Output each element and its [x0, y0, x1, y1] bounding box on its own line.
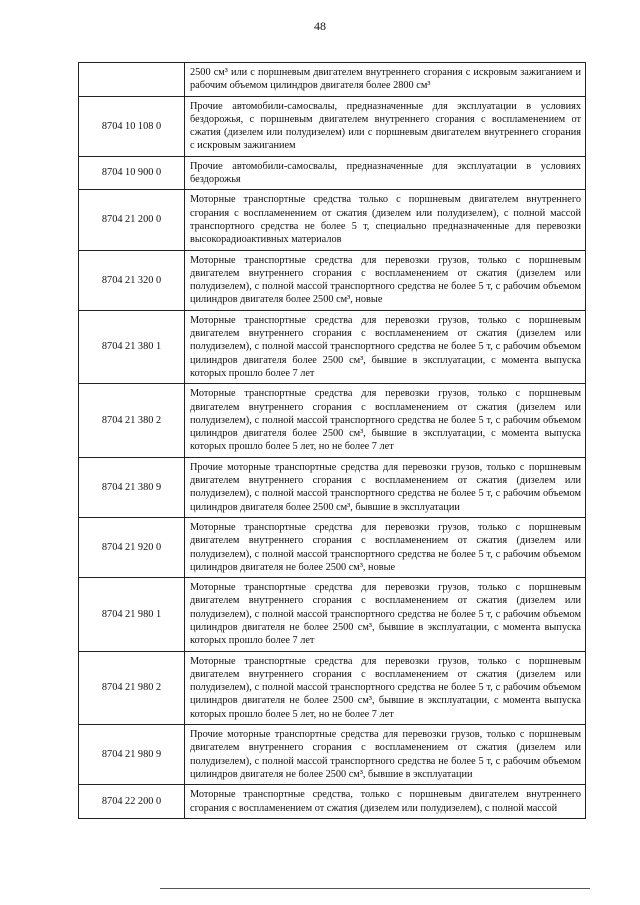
- table-row: [79, 63, 586, 97]
- tariff-code-cell: 8704 22 200 0: [79, 785, 185, 819]
- description-cell: Прочие автомобили-самосвалы, предназначенные для эксплуатации в условиях бездорожья: [185, 156, 586, 190]
- tariff-code-cell: 8704 10 900 0: [79, 156, 185, 190]
- table-row: [79, 785, 586, 819]
- description-cell: Моторные транспортные средства для перевозки грузов, только с поршневым двигателем внутреннего сгорания с воспламенением от сжатия (дизелем или полудизелем), с полной массой транспортного средства не более 5 т, с рабочим объемом цилиндров двигателя не более 2500 см³, новые: [185, 517, 586, 577]
- tariff-code-cell: 8704 21 920 0: [79, 517, 185, 577]
- tariff-code-cell: 8704 21 320 0: [79, 250, 185, 310]
- tariff-code-table: [78, 62, 586, 819]
- table-row: [79, 725, 586, 785]
- description-cell: 2500 см³ или с поршневым двигателем внутреннего сгорания с искровым зажиганием и рабочим объемом цилиндров двигателя более 2800 см³: [185, 63, 586, 97]
- table-row: [79, 651, 586, 724]
- description-cell: Моторные транспортные средства для перевозки грузов, только с поршневым двигателем внутреннего сгорания с воспламенением от сжатия (дизелем или полудизелем), с полной массой транспортного средства не более 5 т, с рабочим объемом цилиндров двигателя более 2500 см³, бывшие в эксплуатации, с момента выпуска которых прошло более 7 лет: [185, 310, 586, 383]
- tariff-code-cell: 8704 10 108 0: [79, 96, 185, 156]
- table-row: [79, 156, 586, 190]
- tariff-code-cell: 8704 21 980 2: [79, 651, 185, 724]
- description-cell: Моторные транспортные средства, только с поршневым двигателем внутреннего сгорания с воспламенением от сжатия (дизелем или полудизелем), с полной массой: [185, 785, 586, 819]
- description-cell: Прочие автомобили-самосвалы, предназначенные для эксплуатации в условиях бездорожья, с поршневым двигателем внутреннего сгорания с воспламенением от сжатия (дизелем или полудизелем) или с поршневым двигателем внутреннего сгорания с искровым зажиганием: [185, 96, 586, 156]
- tariff-code-cell: 8704 21 380 1: [79, 310, 185, 383]
- page-bottom-rule: [160, 888, 590, 889]
- description-cell: Моторные транспортные средства для перевозки грузов, только с поршневым двигателем внутреннего сгорания с воспламенением от сжатия (дизелем или полудизелем), с полной массой транспортного средства не более 5 т, с рабочим объемом цилиндров двигателя не более 2500 см³, бывшие в эксплуатации, с момента выпуска которых прошло более 7 лет: [185, 578, 586, 651]
- tariff-code-cell: 8704 21 380 2: [79, 384, 185, 457]
- tariff-code-cell: 8704 21 980 1: [79, 578, 185, 651]
- table-row: [79, 578, 586, 651]
- description-cell: Моторные транспортные средства для перевозки грузов, только с поршневым двигателем внутреннего сгорания с воспламенением от сжатия (дизелем или полудизелем), с полной массой транспортного средства не более 5 т, с рабочим объемом цилиндров двигателя не более 2500 см³, бывшие в эксплуатации, с момента выпуска которых прошло более 5 лет, но не более 7 лет: [185, 651, 586, 724]
- tariff-code-cell: 8704 21 380 9: [79, 457, 185, 517]
- description-cell: Моторные транспортные средства для перевозки грузов, только с поршневым двигателем внутреннего сгорания с воспламенением от сжатия (дизелем или полудизелем), с полной массой транспортного средства не более 5 т, с рабочим объемом цилиндров двигателя более 2500 см³, новые: [185, 250, 586, 310]
- description-cell: Моторные транспортные средства для перевозки грузов, только с поршневым двигателем внутреннего сгорания с воспламенением от сжатия (дизелем или полудизелем), с полной массой транспортного средства не более 5 т, с рабочим объемом цилиндров двигателя более 2500 см³, бывшие в эксплуатации, с момента выпуска которых прошло более 5 лет, но не более 7 лет: [185, 384, 586, 457]
- table-row: [79, 250, 586, 310]
- table-row: [79, 457, 586, 517]
- description-cell: Моторные транспортные средства только с поршневым двигателем внутреннего сгорания с воспламенением от сжатия (дизелем или полудизелем), с полной массой транспортного средства не более 5 т, специально предназначенные для перевозки высокорадиоактивных материалов: [185, 190, 586, 250]
- tariff-code-cell: [79, 63, 185, 97]
- tariff-code-cell: 8704 21 200 0: [79, 190, 185, 250]
- description-cell: Прочие моторные транспортные средства для перевозки грузов, только с поршневым двигателем внутреннего сгорания с воспламенением от сжатия (дизелем или полудизелем), с полной массой транспортного средства не более 5 т, с рабочим объемом цилиндров двигателя не более 2500 см³, бывшие в эксплуатации: [185, 725, 586, 785]
- table-row: [79, 517, 586, 577]
- table-row: [79, 96, 586, 156]
- table-row: [79, 190, 586, 250]
- description-cell: Прочие моторные транспортные средства для перевозки грузов, только с поршневым двигателем внутреннего сгорания с воспламенением от сжатия (дизелем или полудизелем), с полной массой транспортного средства не более 5 т, с рабочим объемом цилиндров двигателя более 2500 см³, бывшие в эксплуатации: [185, 457, 586, 517]
- table-row: [79, 310, 586, 383]
- tariff-code-cell: 8704 21 980 9: [79, 725, 185, 785]
- page-number: 48: [314, 19, 326, 33]
- table-row: [79, 384, 586, 457]
